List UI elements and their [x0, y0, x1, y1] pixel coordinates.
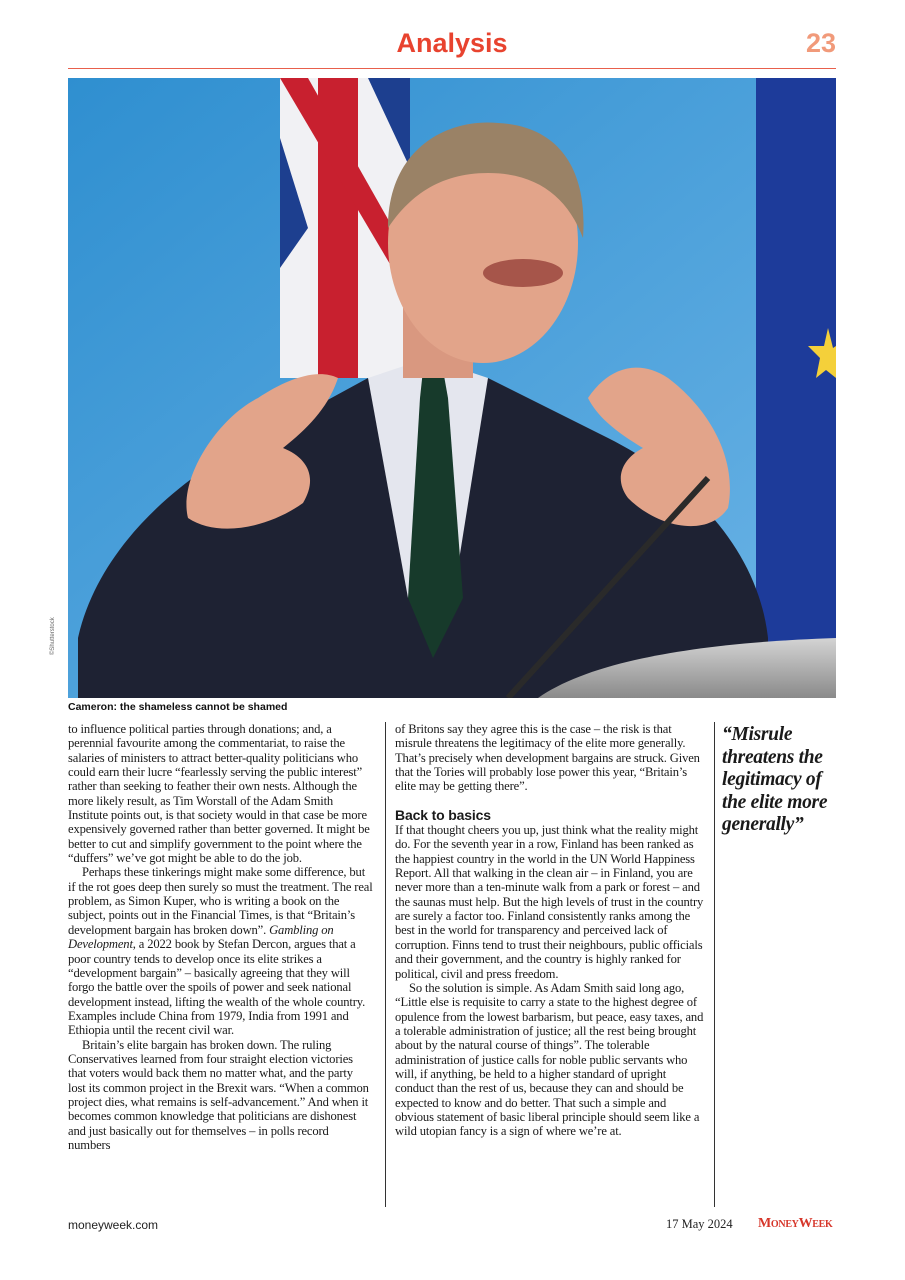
article-column-1 [68, 722, 373, 1152]
footer-date: 17 May 2024 [666, 1217, 733, 1231]
article-photo [68, 78, 836, 698]
paragraph: Britain’s elite bargain has broken down. The ruling Conservatives learned from four straight election victories that voters would back them no matter what, and the party lost its common project in the Brexit wars. “When a common project dies, what remains is self-advancement.” And when it becomes common knowledge that politicians are dishonest and just basically out for themselves – in polls record numbers [68, 1037, 369, 1152]
pull-quote: “Misrule threatens the legitimacy of the elite more generally” [722, 724, 828, 836]
paragraph: Perhaps these tinkerings might make some difference, but if the rot goes deep then surely so must the treatment. The real problem, as Simon Kuper, who is writing a book on the subject, points out in the Financial Times, is that “Britain’s development bargain has broken down”. Gambling on Development, a 2022 book by Stefan Dercon, argues that a poor country tends to develop once its elite strikes a “development bargain” – basically agreeing that they will forgo the battle over the spoils of power and seek national development instead, lifting the wealth of the whole country. Examples include China from 1979, India from 1991 and Ethiopia until the recent civil war. [68, 865, 373, 1038]
paragraph: So the solution is simple. As Adam Smith said long ago, “Little else is requisite to carry a state to the highest degree of opulence from the lowest barbarism, but peace, easy taxes, and a tolerable administration of justice; all the rest being brought about by the natural course of things”. The tolerable administration of justice calls for noble public servants who will, if anything, be held to a higher standard of upright conduct than the rest of us, because they can and should be expected to know and do better. That such a simple and obvious statement of basic liberal principle should seem like a wild utopian fancy is a sign of where we’re at. [395, 980, 704, 1139]
eu-flag [756, 78, 836, 698]
footer-brand-logo: MoneyWeek [758, 1216, 833, 1231]
column-divider [385, 722, 386, 1207]
section-title: Analysis [396, 28, 508, 58]
paragraph: of Britons say they agree this is the case – the risk is that misrule threatens the legitimacy of the elite more generally. That’s precisely when development bargains are struck. Given that the Tories will probably lose power this year, “Britain’s elite may be getting there”. [395, 722, 700, 794]
footer-website: moneyweek.com [68, 1218, 159, 1232]
paragraph: If that thought cheers you up, just think what the reality might do. For the seventh year in a row, Finland has been ranked as the happiest country in the world in the UN World Happiness Report. All that walking in the clean air – in Finland, you are never more than a ten-minute walk from a park or forest – and the saunas must help. But the high levels of trust in the country are surely a factor too. Finland consistently ranks among the best in the world for transparency and perceived lack of corruption. Finns tend to trust their neighbours, public officials and their government, and the country is highly ranked for political, civil and press freedom. [395, 823, 704, 981]
page-number: 23 [805, 28, 836, 58]
book-title: Gambling on Development [68, 922, 334, 952]
column-divider [714, 722, 715, 1207]
photo-credit: ©Shutterstock [50, 617, 56, 655]
page-header [68, 26, 836, 69]
article-column-2 [395, 722, 707, 1139]
subheading: Back to basics [395, 806, 491, 823]
paragraph: to influence political parties through donations; and, a perennial favourite among the commentariat, to raise the salaries of ministers to attract better-quality politicians who could earn their lucre “fearlessly serving the public interest” rather than seeking to feather their own nests. Although the more likely result, as Tim Worstall of the Adam Smith Institute points out, is that society would in that case be more expensively governed rather than better governed. It might be better to cut and simplify government to the point where the “duffers” we’ve got might be able to do the job. [68, 722, 370, 866]
photo-caption: Cameron: the shameless cannot be shamed [68, 701, 288, 713]
